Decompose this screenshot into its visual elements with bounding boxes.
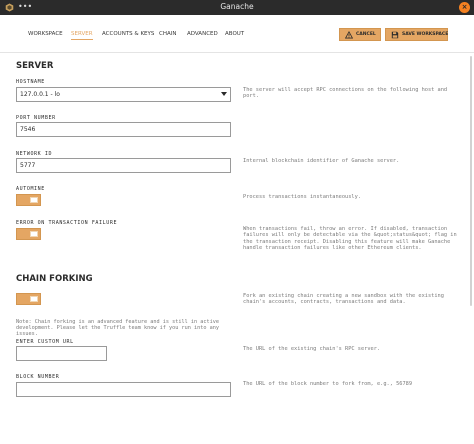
tab-accounts-keys[interactable]: ACCOUNTS & KEYS [102,31,155,37]
window-menu-icon[interactable]: ••• [18,2,33,11]
warning-icon [345,31,353,39]
port-number-input[interactable]: 7546 [16,122,231,137]
error-on-failure-description: When transactions fail, throw an error. If disabled, transaction failures will only be detectable via the &quot;status&quot; flag in the transaction receipt. Disabling this feature will make Ganache handle transaction failures like other Ethereum clients. [243,226,457,252]
network-id-description: Internal blockchain identifier of Ganache server. [243,158,400,164]
error-on-failure-label: ERROR ON TRANSACTION FAILURE [16,220,118,226]
close-window-button[interactable]: × [459,2,470,13]
tab-about[interactable]: ABOUT [225,31,245,37]
block-number-input[interactable] [16,382,231,397]
cancel-button[interactable] [339,28,381,41]
custom-url-description: The URL of the existing chain's RPC server. [243,346,381,352]
hostname-value: 127.0.0.1 - lo [20,91,60,98]
block-number-description: The URL of the block number to fork from, e.g., 56789 [243,381,413,387]
server-section-title: SERVER [16,61,54,71]
custom-url-input[interactable] [16,346,107,361]
title-bar [0,0,474,15]
save-workspace-label: SAVE WORKSPACE [402,32,449,37]
error-on-failure-toggle[interactable] [16,228,41,240]
settings-content [0,54,474,444]
network-id-input[interactable]: 5777 [16,158,231,173]
save-disk-icon [391,31,399,39]
top-nav [0,15,474,53]
tab-server[interactable]: SERVER [71,31,93,37]
chevron-down-icon [221,92,227,96]
chain-forking-note: Note: Chain forking is an advanced feature and is still in active development. Please let the Truffle team know if you run into any issues. [16,319,220,338]
port-number-label: PORT NUMBER [16,115,56,121]
cancel-button-label: CANCEL [356,32,376,37]
block-number-label: BLOCK NUMBER [16,374,60,380]
hostname-select[interactable] [16,87,231,102]
hostname-label: HOSTNAME [16,79,45,85]
toggle-knob [30,231,38,237]
automine-toggle[interactable] [16,194,41,206]
chain-forking-section-title: CHAIN FORKING [16,274,93,284]
tab-chain[interactable]: CHAIN [159,31,177,37]
save-workspace-button[interactable] [385,28,448,41]
hostname-description: The server will accept RPC connections on the following host and port. [243,87,448,100]
network-id-label: NETWORK ID [16,151,53,157]
tab-workspace[interactable]: WORKSPACE [28,31,63,37]
scrollbar[interactable] [470,56,472,306]
chain-forking-description: Fork an existing chain creating a new sandbox with the existing chain's accounts, contracts, transactions and data. [243,293,444,306]
toggle-knob [30,296,38,302]
automine-description: Process transactions instantaneously. [243,194,361,200]
custom-url-label: ENTER CUSTOM URL [16,339,74,345]
tab-advanced[interactable]: ADVANCED [187,31,218,37]
chain-forking-toggle[interactable] [16,293,41,305]
window-title: Ganache [220,2,254,11]
automine-label: AUTOMINE [16,186,45,192]
toggle-knob [30,197,38,203]
